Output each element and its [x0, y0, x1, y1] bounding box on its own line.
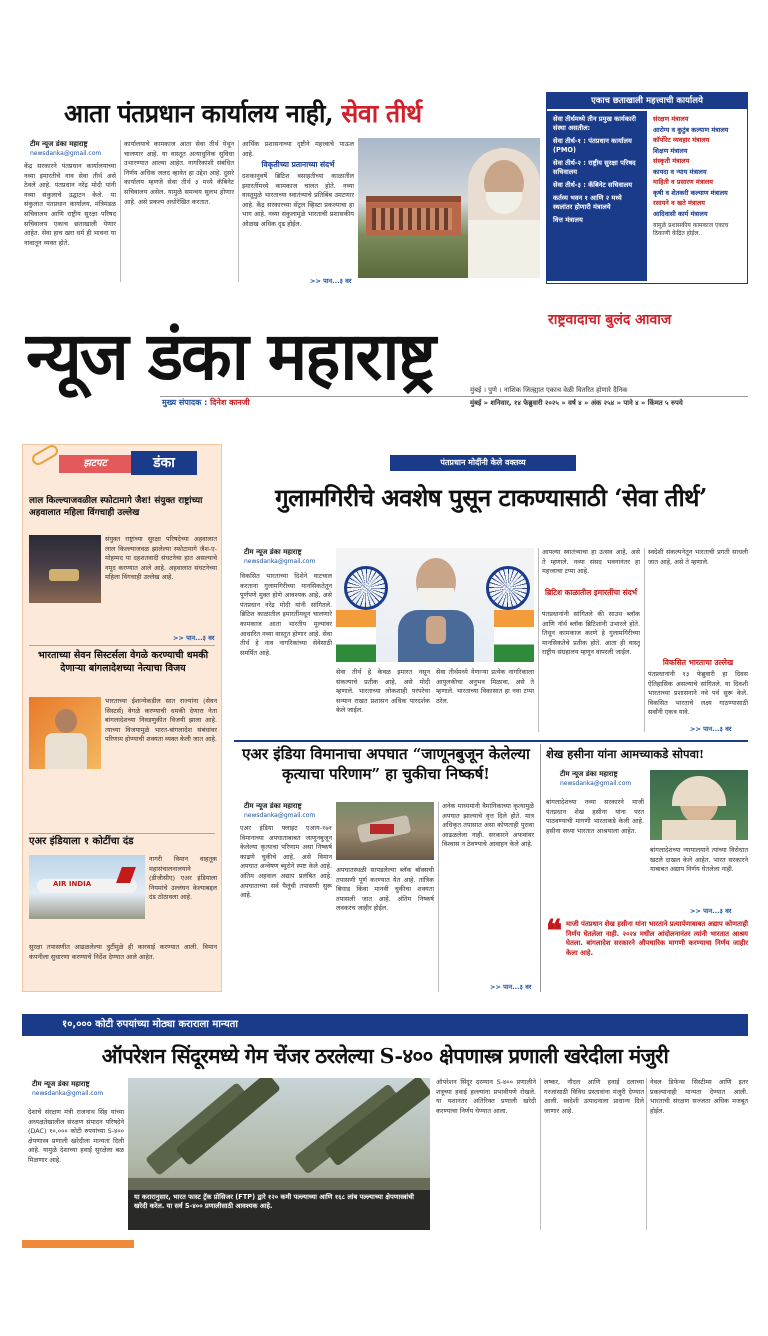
s400-photo — [128, 1078, 430, 1230]
sidebar-right-item: रसायने व खते मंत्रालय — [653, 199, 705, 207]
top-col-2: कार्यालयाचे कामकाज आता सेवा तीर्थ येथून चालणार आहे. या वास्तूत अत्याधुनिक सुविधा उभारण्यात आल्या आहेत. नागरिकांशी संबंधित निर्णय अधिक जलद व्हावेत हा उद्देश आहे. दुसरे कार्यालय म्हणजे सेवा तीर्थ ३ मध्ये कॅबिनेट सचिवालय असेल. यामुळे समन्वय सुलभ होणार आहे. असे प्रकल्प अधोरेखित करतात. — [124, 140, 234, 206]
sidebar-left-item: सेवा तीर्थमध्ये तीन प्रमुख कार्यकारी संस्था असतील: — [553, 115, 636, 132]
sidebar-right-item: संरक्षण मंत्रालय — [653, 115, 689, 123]
sidebar-right-item: माहिती व प्रसारण मंत्रालय — [653, 178, 713, 186]
lead-subhead-1: ब्रिटिश काळातील इमारतींचा संदर्भ — [545, 588, 637, 597]
quote-icon: ❝ — [546, 914, 563, 949]
pm-modi-photo — [336, 548, 534, 662]
quick-more-1[interactable]: >> पान...३ वर — [173, 634, 215, 642]
sidebar-right-item: आरोग्य व कुटुंब कल्याण मंत्रालय — [653, 125, 729, 134]
sidebar-right-item: कृषी व शेतकरी कल्याण मंत्रालय — [653, 188, 728, 197]
sidebar-left-item: सेवा तीर्थ-२ : राष्ट्रीय सुरक्षा परिषद सचिवालय — [553, 159, 636, 176]
lead-col-4b: पंतप्रधानांनी सांगितले की साउथ ब्लॉक आणि नॉर्थ ब्लॉक ब्रिटिशांनी उभारले होते. तिथून कामकाज करणे हे गुलामगिरीच्या मानसिकतेचे प्रतीक होते. आता ही वास्तू राष्ट्रीय संग्रहालय म्हणून वापरली जाईल. — [542, 610, 640, 657]
top-email[interactable]: newsdanka@gmail.com — [30, 150, 102, 157]
top-col-3: आर्थिक प्रशासनाच्या दृष्टीने महत्त्वाचे पाऊल आहे. — [242, 140, 354, 158]
lead-col-1: विकसित भारताच्या दिशेने वाटचाल करताना गुलामगिरीच्या मानसिकतेतून पूर्णपणे मुक्त होणे आवश्यक आहे, असे पंतप्रधान नरेंद्र मोदी यांनी सांगितले. ब्रिटिश काळातील इमारतींमधून चालणारे कामकाज आता भारतीय मूल्यांवर आधारित नव्या वास्तूत होणार आहे. सेवा तीर्थ हे नाव नागरिकांच्या सेवेसाठी समर्पित आहे. — [240, 572, 332, 657]
sidebar-right-item: कॉर्पोरेट व्यवहार मंत्रालय — [653, 136, 710, 144]
hasina-col-1: बांगलादेशच्या नव्या सरकारने माजी पंतप्रधान शेख हसीना यांना परत पाठवण्याची मागणी भारताकडे केली आहे. हसीना सध्या भारतात आश्रयाला आहेत. — [546, 798, 644, 835]
bottom-byline: टीम न्यूज डंका महाराष्ट्र — [32, 1080, 90, 1088]
quick-text-3b: सुरक्षा तपासणीत आढळलेल्या त्रुटींमुळे ही कारवाई करण्यात आली. विमान कंपनीला सुधारणा करण्याचे निर्देश देण्यात आले आहेत. — [29, 943, 217, 961]
air-more-link[interactable]: >> पान...३ वर — [490, 983, 532, 991]
masthead-tagline: राष्ट्रवादाचा बुलंद आवाज — [548, 312, 672, 328]
sidebar-left-item: वित्त मंत्रालय — [553, 216, 583, 224]
lead-headline: गुलामगिरीचे अवशेष पुसून टाकण्यासाठी ‘सेवा तीर्थ’ — [275, 483, 707, 512]
air-col-2: अपघातस्थळी सापडलेल्या ब्लॅक बॉक्सची तपासणी पूर्ण करण्यात येत आहे. तांत्रिक बिघाड किंवा मानवी चुकीचा शक्यता तपासली जात आहे. अंतिम निष्कर्ष लवकरच जाहीर होईल. — [336, 866, 434, 913]
quick-text-3a: नागरी विमान वाहतूक महासंचालनालयाने (डीजीसीए) एअर इंडियाला नियमांचे उल्लंघन केल्याबद्दल दंड ठोठावला आहे. — [149, 855, 217, 902]
sidebar-right-item: संस्कृती मंत्रालय — [653, 157, 690, 165]
lead-col-4: आपल्या स्वातंत्र्याचा हा उत्सव आहे, असे ते म्हणाले. नव्या संसद भवनानंतर हा महत्त्वाचा टप्पा आहे. — [542, 548, 640, 576]
quick-headline-2: भारताच्या सेवन सिस्टर्सला वेगळे करण्याची धमकी देणाऱ्या बांगलादेशच्या नेत्याचा विजय — [37, 650, 209, 674]
quick-headline-1: लाल किल्ल्याजवळील स्फोटामागे जैश! संयुक्त राष्ट्रांच्या अहवालात महिला विंगचाही उल्लेख — [29, 496, 203, 518]
redfort-blast-photo — [29, 535, 101, 603]
air-byline: टीम न्यूज डंका महाराष्ट्र — [244, 802, 302, 810]
top-story — [20, 92, 540, 292]
sheikh-hasina-photo — [650, 770, 748, 840]
top-headline — [64, 96, 422, 130]
offices-sidebar — [546, 92, 748, 284]
masthead-editions: मुंबई । पुणे । नाशिक जिल्ह्यात एकाच वेळी वितरित होणारे दैनिक — [470, 386, 628, 394]
quick-headline-3: एअर इंडियाला १ कोटींचा दंड — [29, 836, 134, 847]
hasina-col-2: बांगलादेशच्या न्यायालयाने त्यांच्या विरोधात खटले दाखल केले आहेत. भारत सरकारने याबाबत अद्याप निर्णय घेतलेला नाही. — [650, 846, 748, 874]
top-subhead: विकृतीच्या प्रतानाच्या संदर्भ — [261, 160, 335, 169]
sidebar-left-item: सेवा तीर्थ-१ : पंतप्रधान कार्यालय (PMO) — [553, 137, 632, 154]
air-col-1: एअर इंडिया फ्लाइट एआय-१७१ विमानाच्या अपघाताबाबत जाणूनबुजून केलेल्या कृत्याचा परिणाम असा निष्कर्ष काढणे चुकीचे आहे, असे विमान अपघात अन्वेषण ब्युरोने स्पष्ट केले आहे. अंतिम अहवाल अद्याप प्रलंबित आहे. अपघाताच्या सर्व पैलूंची तपासणी सुरू आहे. — [240, 824, 332, 900]
bottom-kicker-bar — [22, 1014, 748, 1036]
top-col-4: दशकानुवर्षे ब्रिटिश वसाहतीच्या काळातील इमारतींमध्ये कामकाज चालत होते. नव्या वास्तूमुळे भारताच्या स्वातंत्र्याचे प्रतिबिंब उमटणार आहे. केंद्र सरकारच्या सेंट्रल व्हिस्टा प्रकल्पाचा हा भाग आहे. नव्या संकुलामुळे भारताची प्रशासकीय ओळख अधिक दृढ होईल. — [242, 172, 354, 228]
quick-news-header — [23, 445, 221, 481]
hasina-callout-text: माजी पंतप्रधान शेख हसीना यांना भारताने प्रत्यार्पणाबाबत अद्याप कोणताही निर्णय घेतलेला नाही. २०२४ मधील आंदोलनानंतर त्यांनी भारतात आश्रय घेतला. बांगलादेश सरकारने औपचारिक मागणी करण्याचा निर्णय जाहीर केला आहे. — [566, 920, 748, 957]
top-col-1: केंद्र सरकारने पंतप्रधान कार्यालयाच्या नव्या इमारतीचे नाव सेवा तीर्थ असे ठेवले आहे. पंतप्रधान नरेंद्र मोदी यांनी नव्या संकुलाचे उद्घाटन केले. या संकुलात पंतप्रधान कार्यालय, मंत्रिमंडळ सचिवालय आणि राष्ट्रीय सुरक्षा परिषद सचिवालय एकाच छताखाली येणार आहेत. सेवा हाच खरा धर्म ही भावना या नावातून व्यक्त होते. — [24, 162, 116, 247]
lead-col-3: सेवा तीर्थमध्ये येणाऱ्या प्रत्येक नागरिकाला आपुलकीचा अनुभव मिळावा, असे ते म्हणाले. भारताच्या विकासात हा नवा टप्पा ठरेल. — [436, 668, 534, 705]
sidebar-right-item: कायदा व न्याय मंत्रालय — [653, 167, 707, 176]
top-byline: टीम न्यूज डंका महाराष्ट्र — [30, 140, 88, 148]
bottom-col-2: ऑपरेशन सिंदूर दरम्यान S-४०० प्रणालीने शत्रूच्या हवाई हल्ल्यांना प्रभावीपणे रोखले. या यशानंतर अतिरिक्त प्रणाली खरेदी करण्याचा निर्णय घेण्यात आला. — [436, 1078, 536, 1115]
air-col-3: अनेक माध्यमांनी वैमानिकाच्या कृत्यामुळे अपघात झाल्याचे वृत्त दिले होते. मात्र अधिकृत तपासात असा कोणताही पुरावा आढळलेला नाही. सरकारने अफवांवर विश्वास न ठेवण्याचे आवाहन केले आहे. — [442, 802, 534, 849]
crash-site-photo — [336, 802, 434, 860]
bottom-col-3: लष्कर, नौदल आणि हवाई दलाच्या गरजांसाठी विविध प्रस्तावांना मंजुरी देण्यात आली. स्वदेशी उत्पादनाला प्राधान्य दिले जाणार आहे. — [544, 1078, 644, 1115]
lead-col-2: सेवा तीर्थ हे केवळ इमारत नसून संकल्पाचे प्रतीक आहे, असे मोदी म्हणाले. भारताच्या लोकशाही परंपरेचा सन्मान राखत प्रशासन अधिक पारदर्शक केले जाईल. — [336, 668, 430, 715]
masthead-editor — [162, 396, 250, 410]
sidebar-left-item: सेवा तीर्थ-३ : कॅबिनेट सचिवालय — [553, 181, 633, 189]
pm-building-photo — [358, 138, 540, 278]
quick-text-2: भारताच्या ईशान्येकडील सात राज्यांना (सेवन सिस्टर्स) वेगळे करण्याची धमकी देणारा नेता बांगलादेशच्या निवडणुकीत विजयी झाला आहे. त्याच्या विजयामुळे भारत-बांगलादेश संबंधांवर परिणाम होण्याची शक्यता व्यक्त केली जात आहे. — [105, 697, 217, 744]
top-headline-accent: सेवा तीर्थ — [341, 99, 422, 128]
masthead-dateline: मुंबई » शनिवार, १४ फेब्रुवारी २०२५ » वर्ष ४ » अंक २५४ » पाने ४ » किंमत ५ रुपये — [470, 399, 683, 407]
bottom-col-accent — [22, 1240, 134, 1248]
lead-col-5b: पंतप्रधानांनी १३ फेब्रुवारी हा दिवस ऐतिहासिक असल्याचे सांगितले. या दिवशी भारताच्या प्रशासनाने नवे पर्व सुरू केले. विकसित भारताचे लक्ष्य गाठण्यासाठी सर्वांनी एकत्र यावे. — [648, 670, 748, 717]
bottom-email[interactable]: newsdanka@gmail.com — [32, 1090, 104, 1097]
sidebar-footer: यामुळे प्रशासकीय कामकाज एकाच ठिकाणी केंद्रित होईल. — [653, 222, 729, 237]
lead-more-link[interactable]: >> पान...३ वर — [690, 725, 732, 733]
lead-subhead-2: विकसित भारताचा उल्लेख — [662, 658, 734, 667]
editor-label: मुख्य संपादक : — [162, 398, 208, 407]
quick-news-column — [22, 444, 222, 992]
editor-name: दिनेश कानजी — [210, 398, 250, 407]
top-more-link[interactable]: >> पान...३ वर — [310, 277, 352, 285]
air-email[interactable]: newsdanka@gmail.com — [244, 812, 316, 819]
air-india-headline: एअर इंडिया विमानाचा अपघात “जाणूनबुजून केलेल्या कृत्याचा परिणाम” हा चुकीचा निष्कर्ष! — [242, 745, 530, 783]
pm-portrait — [398, 554, 474, 662]
lead-kicker: पंतप्रधान मोदींनी केले वक्तव्य — [390, 455, 576, 471]
paperclip-icon — [30, 443, 60, 467]
quick-text-1: संयुक्त राष्ट्रांच्या सुरक्षा परिषदेच्या अहवालात लाल किल्ल्याजवळ झालेल्या स्फोटामागे जैश-ए-मोहम्मद या दहशतवादी संघटनेचा हात असल्याचे नमूद करण्यात आले आहे. अहवालात संघटनेच्या महिला विंगचाही उल्लेख आहे. — [105, 535, 217, 582]
pm-figure — [468, 148, 540, 278]
ashoka-chakra-right — [486, 566, 530, 610]
bottom-headline: ऑपरेशन सिंदूरमध्ये गेम चेंजर ठरलेल्या S-४०० क्षेपणास्त्र प्रणाली खरेदीला मंजुरी — [101, 1044, 669, 1068]
bottom-kicker: १०,००० कोटी रुपयांच्या मोठ्या कराराला मान्यता — [62, 1019, 238, 1030]
sidebar-right-item: आदिवासी कार्य मंत्रालय — [653, 209, 708, 218]
ashoka-chakra-left — [344, 566, 388, 610]
hasina-byline: टीम न्यूज डंका महाराष्ट्र — [560, 770, 618, 778]
sidebar-right-list — [651, 113, 747, 238]
quick-badge: झटपट — [59, 455, 131, 473]
top-headline-main: आता पंतप्रधान कार्यालय नाही, — [64, 99, 334, 128]
lead-col-5: स्वदेशी संकल्पनेतून भारताची प्रगती साधली जात आहे, असे ते म्हणाले. — [648, 548, 748, 566]
s400-caption: या करारानुसार, भारत फास्ट ट्रॅक प्रोसिजर (FTP) द्वारे १२० कमी पल्ल्याच्या आणि १६८ लांब पल्ल्याच्या क्षेपणास्त्रांची खरेदी करेल. या सर्व S-४०० प्रणालीसाठी आवश्यक आहे. — [128, 1190, 430, 1230]
lead-byline: टीम न्यूज डंका महाराष्ट्र — [244, 548, 302, 556]
lead-email[interactable]: newsdanka@gmail.com — [244, 558, 316, 565]
sidebar-left-list — [547, 111, 647, 281]
sidebar-right-item: शिक्षण मंत्रालय — [653, 146, 688, 155]
danka-badge: डंका — [131, 451, 197, 475]
bangladesh-leader-photo — [29, 697, 101, 769]
hasina-callout — [546, 914, 748, 992]
bottom-col-1: देशाचे संरक्षण मंत्री राजनाथ सिंह यांच्या अध्यक्षतेखालील संरक्षण संपादन परिषदेने (DAC) १०,००० कोटी रुपयांच्या S-४०० क्षेपणास्त्र प्रणाली खरेदीला मान्यता दिली आहे. यामुळे देशाच्या हवाई सुरक्षेला बळ मिळणार आहे. — [28, 1108, 124, 1164]
sidebar-title: एकाच छताखाली महत्त्वाची कार्यालये — [547, 93, 747, 109]
hasina-headline: शेख हसीना यांना आमच्याकडे सोपवा! — [546, 747, 704, 761]
hasina-more-link[interactable]: >> पान...३ वर — [690, 907, 732, 915]
hasina-email[interactable]: newsdanka@gmail.com — [560, 780, 632, 787]
bottom-col-4: नेवल डिफेन्स सिस्टीम्स आणि इतर प्रकल्पांनाही मान्यता देण्यात आली. भारताची संरक्षण सज्जता अधिक मजबूत होईल. — [650, 1078, 748, 1115]
air-india-plane-photo — [29, 855, 145, 919]
sidebar-left-item: कर्तव्य भवन १ आणि २ मध्ये स्थलांतर होणारी मंत्रालये — [553, 194, 622, 211]
masthead-title: न्यूज डंका महाराष्ट्र — [26, 317, 435, 395]
air-india-logo: AIR INDIA — [53, 880, 92, 888]
